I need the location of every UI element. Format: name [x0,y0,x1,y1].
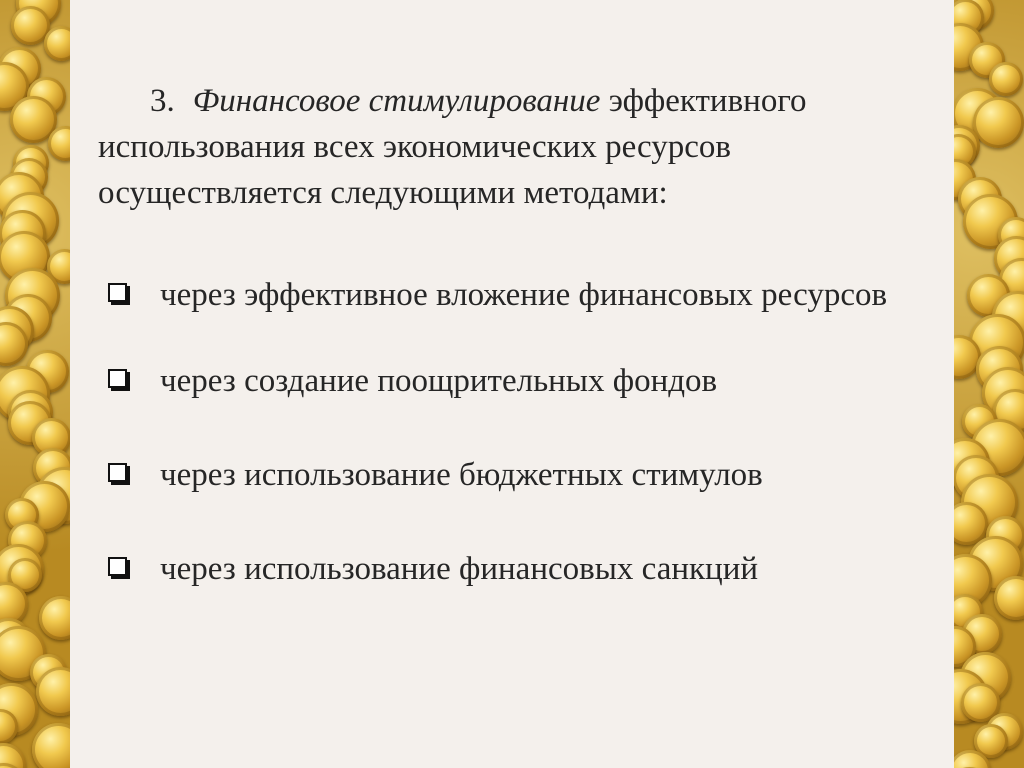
checkbox-icon [108,463,127,482]
list-item [104,546,934,592]
checkbox-icon [108,557,127,576]
coin-decoration [32,723,70,768]
list-item-text: через использование бюджетных стимулов [160,457,763,493]
intro-lead-italic: Финансовое стимулирование [192,83,601,119]
coin-decoration [36,667,70,716]
list-item [104,272,934,318]
list-item-text: через создание поощрительных фондов [160,363,718,399]
gold-coins-left-border [0,0,70,768]
coin-decoration [44,26,70,61]
list-item-text: через использование финансовых санкций [160,551,759,587]
list-item [104,452,934,498]
list-item [104,358,934,404]
coin-decoration [48,126,70,161]
coin-decoration [989,62,1023,96]
gold-coins-right-border [954,0,1024,768]
methods-list [104,272,934,640]
coin-decoration [994,576,1024,620]
intro-text: эффективного использования всех экономических ресурсов осуществляется следующими методами: [98,83,807,211]
coin-decoration [39,596,70,640]
checkbox-icon [108,369,127,388]
item-number: 3. [150,83,175,119]
list-item-text: через эффективное вложение финансовых ресурсов [160,277,888,313]
coin-decoration [973,97,1024,148]
intro-paragraph [98,78,948,216]
checkbox-icon [108,283,127,302]
slide-content-panel [70,0,954,768]
